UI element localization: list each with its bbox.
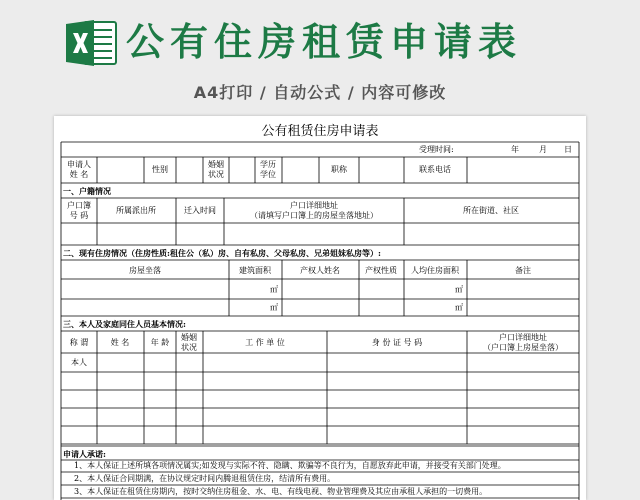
banner-title: 公有住房租赁申请表: [126, 20, 523, 64]
degree-label-1: 学历: [260, 160, 276, 169]
gender-label: 性别: [152, 165, 168, 174]
marital-label-1: 婚姻: [208, 160, 224, 169]
hk-address-label-1: 户口详细地址: [290, 201, 338, 210]
excel-icon: [64, 18, 118, 68]
promise-title: 申请人承诺:: [63, 449, 106, 459]
promise-item-3: 3、本人保证在租赁住房期内，按时交纳住房租金、水、电、有线电视、物业管理费及其应由承租人承担的一切费用。: [74, 487, 488, 496]
hk-label-1: 户口簿: [67, 201, 91, 210]
month-label: 月: [539, 145, 547, 154]
job-title-label: 职称: [331, 165, 347, 174]
accept-time-label: 受理时间:: [419, 145, 454, 154]
self-label: 本人: [71, 358, 87, 367]
member-marital-label-1: 婚姻: [181, 333, 197, 342]
phone-label: 联系电话: [419, 165, 451, 174]
area-unit-1: ㎡: [270, 285, 278, 294]
move-in-time-label: 迁入时间: [184, 206, 216, 215]
degree-label-2: 学位: [260, 170, 276, 179]
id-number-label: 身 份 证 号 码: [371, 338, 423, 347]
owner-name-label: 产权人姓名: [300, 266, 340, 275]
per-capita-unit-1: ㎡: [455, 285, 463, 294]
age-label: 年 龄: [150, 338, 170, 347]
year-label: 年: [511, 145, 519, 154]
member-name-label: 姓 名: [110, 338, 130, 347]
remark-label: 备注: [515, 266, 531, 275]
hk-label-2: 号 码: [69, 211, 89, 220]
property-nature-label: 产权性质: [365, 266, 397, 275]
area-unit-2: ㎡: [270, 303, 278, 312]
form-title: 公有租赁住房申请表: [261, 124, 379, 139]
section-housing-title: 二、现有住房情况（住房性质:租住公（私）房、自有私房、父母私房、兄弟姐妹私房等）:: [63, 248, 381, 258]
per-capita-area-label: 人均住房面积: [411, 266, 459, 275]
section-family-title: 三、本人及家庭同住人员基本情况:: [63, 319, 186, 329]
banner-subtitle: A4打印 / 自动公式 / 内容可修改: [193, 83, 447, 102]
form-sheet: [54, 116, 586, 500]
applicant-name-label-1: 申请人: [67, 160, 91, 169]
member-address-label-2: （户口簿上房屋坐落）: [483, 343, 563, 352]
member-marital-label-2: 状况: [181, 343, 197, 352]
hk-address-label-2: （请填写户口簿上的房屋坐落地址）: [250, 211, 378, 220]
police-station-label: 所属派出所: [116, 206, 156, 215]
relation-label: 称 谓: [69, 338, 89, 347]
promise-item-1: 1、本人保证上述所填各项情况属实;如发现与实际不符、隐瞒、欺骗等不良行为，自愿放弃此申请，并接受有关部门处理。: [74, 461, 506, 470]
per-capita-unit-2: ㎡: [455, 303, 463, 312]
day-label: 日: [564, 145, 572, 154]
banner: [0, 0, 640, 112]
form-grid: [54, 116, 586, 500]
street-community-label: 所在街道、社区: [463, 206, 519, 215]
marital-label-2: 状况: [208, 170, 224, 179]
promise-item-2: 2、本人保证合同期满，在协议规定时间内腾退租赁住房，结清所有费用。: [74, 474, 336, 483]
building-area-label: 建筑面积: [239, 266, 271, 275]
member-address-label-1: 户口详细地址: [499, 333, 547, 342]
work-unit-label: 工 作 单 位: [245, 338, 285, 347]
house-location-label: 房屋坐落: [129, 266, 161, 275]
section-household-title: 一、户籍情况: [63, 186, 111, 196]
applicant-name-label-2: 姓 名: [69, 170, 89, 179]
